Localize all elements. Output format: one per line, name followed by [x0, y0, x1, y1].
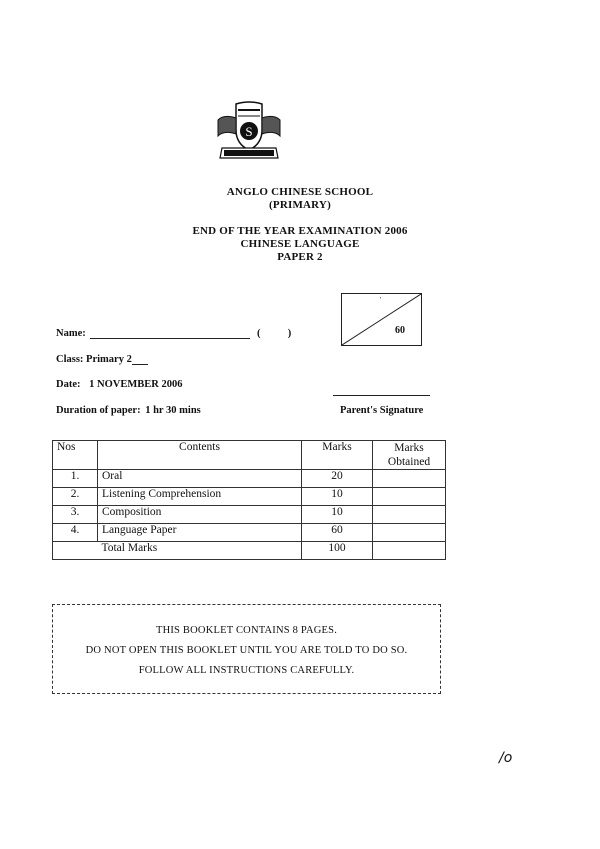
instruction-do-not-open: DO NOT OPEN THIS BOOKLET UNTIL YOU ARE TOLD TO DO SO. [85, 645, 408, 656]
row-no: 2. [53, 488, 98, 506]
instruction-pages: THIS BOOKLET CONTAINS 8 PAGES. [155, 625, 338, 636]
table-row [53, 506, 446, 524]
row-obtained-field[interactable] [373, 506, 446, 524]
row-content: Listening Comprehension [98, 488, 302, 506]
row-content: Language Paper [98, 524, 302, 542]
table-row [53, 488, 446, 506]
paper-title: PAPER 2 [277, 251, 323, 263]
exam-title: END OF THE YEAR EXAMINATION 2006 [192, 225, 408, 237]
name-row [56, 328, 291, 339]
table-row [53, 470, 446, 488]
school-name: ANGLO CHINESE SCHOOL [226, 186, 374, 198]
score-mark: ' [380, 296, 382, 304]
instructions-box [52, 604, 441, 694]
table-header-row [53, 441, 446, 470]
row-content: Oral [98, 470, 302, 488]
row-marks: 20 [302, 470, 373, 488]
parent-signature-line[interactable] [333, 395, 430, 396]
school-section: (PRIMARY) [269, 199, 331, 211]
date-label: Date: [56, 379, 81, 390]
row-no: 1. [53, 470, 98, 488]
total-row [53, 542, 446, 560]
row-marks: 10 [302, 488, 373, 506]
instruction-follow: FOLLOW ALL INSTRUCTIONS CAREFULLY. [138, 665, 355, 676]
name-field[interactable] [90, 338, 250, 339]
header-nos: Nos [53, 441, 98, 470]
table-row [53, 524, 446, 542]
index-bracket-open: ( [257, 328, 261, 339]
parent-signature-label: Parent's Signature [340, 405, 424, 416]
row-content: Composition [98, 506, 302, 524]
total-obtained-field[interactable] [373, 542, 446, 560]
marks-table [52, 440, 446, 560]
index-bracket-close: ) [287, 328, 292, 339]
header-marks-obtained: Marks Obtained [373, 441, 446, 470]
row-obtained-field[interactable] [373, 470, 446, 488]
score-box-diagonal [342, 294, 421, 345]
header-marks: Marks [302, 441, 373, 470]
class-row [56, 354, 148, 365]
row-marks: 10 [302, 506, 373, 524]
subject-title: CHINESE LANGUAGE [240, 238, 360, 250]
total-row-spacer [53, 542, 98, 560]
row-no: 3. [53, 506, 98, 524]
total-label: Total Marks [98, 542, 302, 560]
class-field[interactable] [132, 364, 148, 365]
header-contents: Contents [98, 441, 302, 470]
date-value: 1 NOVEMBER 2006 [89, 379, 183, 390]
row-marks: 60 [302, 524, 373, 542]
duration-value: 1 hr 30 mins [145, 405, 201, 416]
date-row [56, 379, 182, 390]
svg-text:S: S [245, 124, 253, 139]
duration-row [56, 405, 201, 416]
score-box [341, 293, 422, 346]
class-label: Class: Primary 2 [56, 354, 132, 365]
row-obtained-field[interactable] [373, 524, 446, 542]
duration-label: Duration of paper: [56, 405, 141, 416]
handwritten-page-mark: /o [499, 750, 513, 766]
total-marks: 100 [302, 542, 373, 560]
score-total: 60 [395, 325, 405, 336]
name-label: Name: [56, 328, 86, 339]
row-obtained-field[interactable] [373, 488, 446, 506]
school-crest-logo [214, 100, 284, 162]
row-no: 4. [53, 524, 98, 542]
